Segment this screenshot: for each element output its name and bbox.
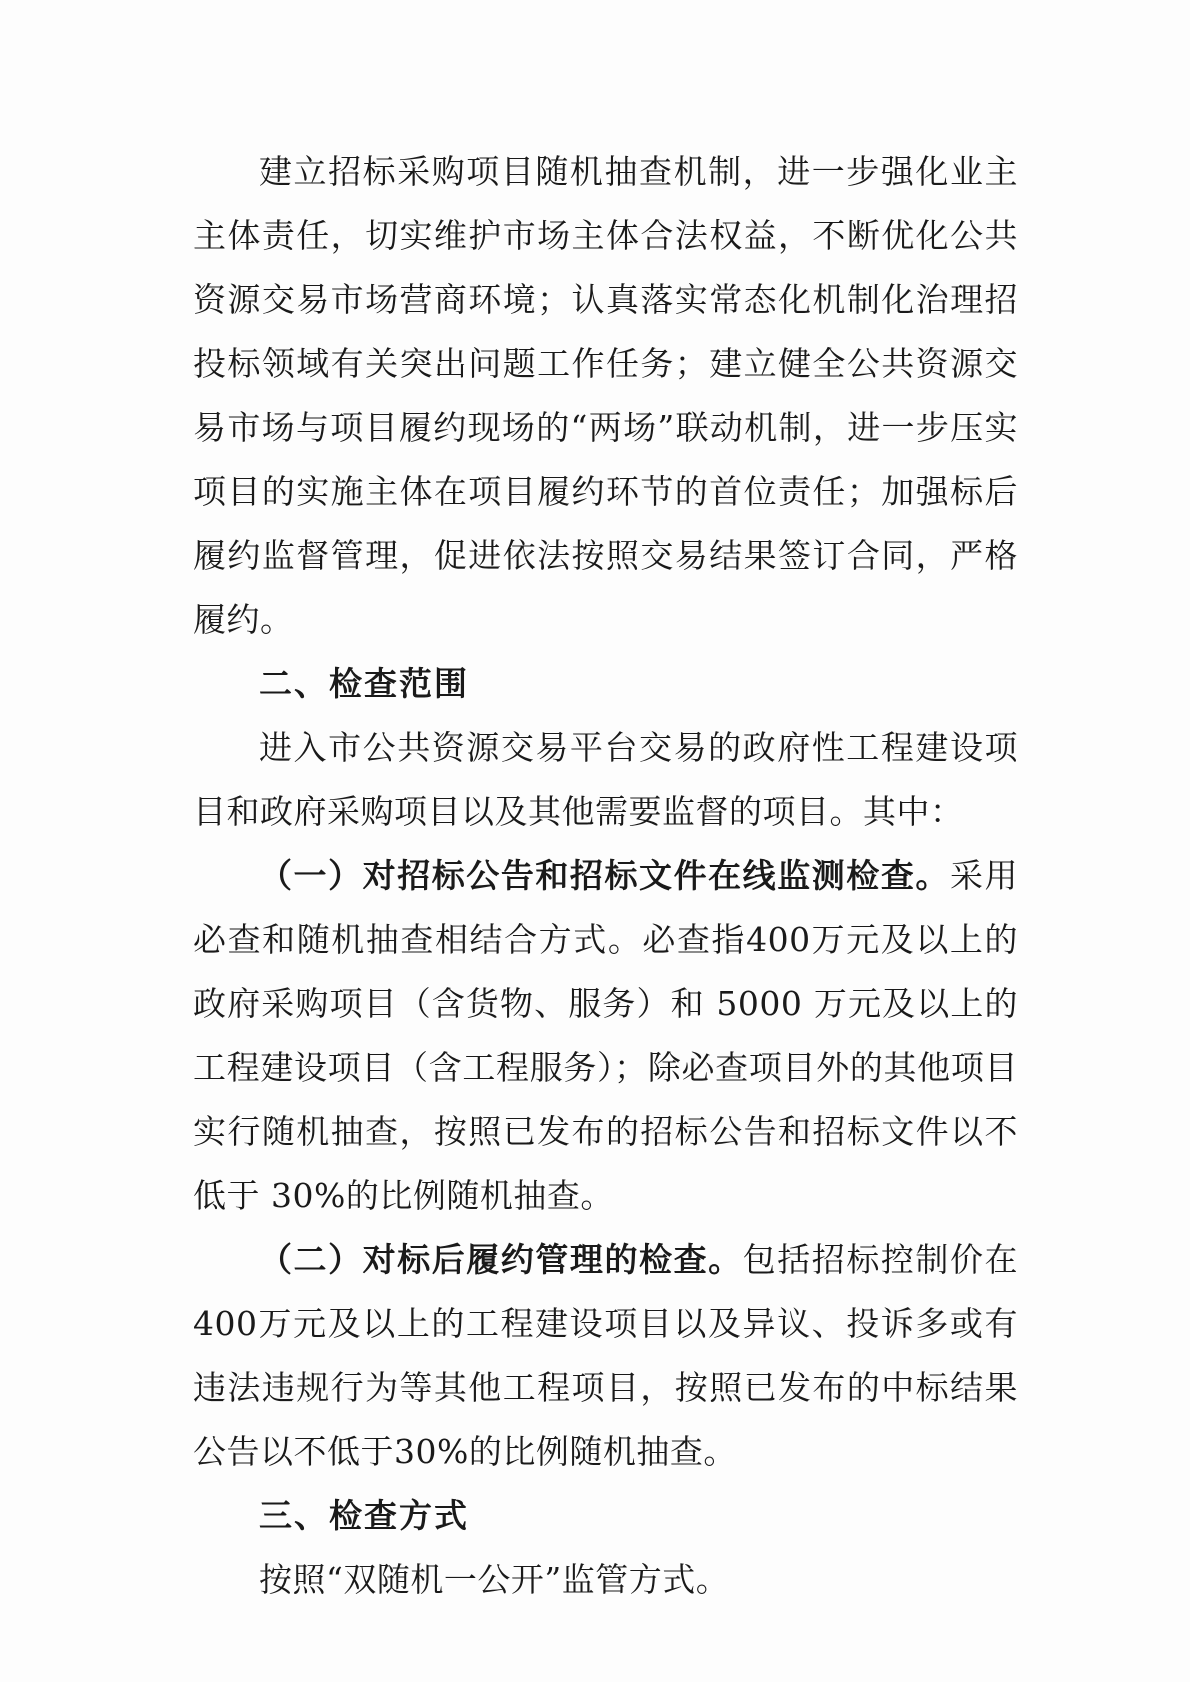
section-heading-scope [193, 652, 1018, 716]
paragraph-intro [193, 140, 1018, 652]
paragraph-method-text: 按照“双随机一公开”监管方式。 [259, 1560, 730, 1599]
section-heading-scope-text: 二、检查范围 [259, 664, 469, 703]
list-item-online-check-title: （一）对招标公告和招标文件在线监测检查。 [259, 856, 950, 895]
paragraph-scope [193, 716, 1018, 844]
paragraph-intro-text: 建立招标采购项目随机抽查机制，进一步强化业主主体责任，切实维护市场主体合法权益，不断优化公共资源交易市场营商环境；认真落实常态化机制化治理招投标领域有关突出问题工作任务；建立健全公共资源交易市场与项目履约现场的“两场”联动机制，进一步压实项目的实施主体在项目履约环节的首位责任；加强标后履约监督管理，促进依法按照交易结果签订合同，严格履约。 [193, 152, 1018, 639]
paragraph-scope-text: 进入市公共资源交易平台交易的政府性工程建设项目和政府采购项目以及其他需要监督的项目。其中： [193, 728, 1018, 831]
paragraph-method [193, 1548, 1018, 1612]
section-heading-method-text: 三、检查方式 [259, 1496, 469, 1535]
list-item-performance-check [193, 1228, 1018, 1484]
list-item-performance-check-body: 包括招标控制价在 400万元及以上的工程建设项目以及异议、投诉多或有违法违规行为等其他工程项目，按照已发布的中标结果公告以不低于30%的比例随机抽查。 [193, 1240, 1019, 1471]
list-item-online-check [193, 844, 1018, 1228]
document-body [193, 140, 1018, 1612]
list-item-online-check-body: 采用必查和随机抽查相结合方式。必查指400万元及以上的政府采购项目（含货物、服务）和 5000 万元及以上的工程建设项目（含工程服务）；除必查项目外的其他项目实行随机抽查，按照已发布的招标公告和招标文件以不低于 30%的比例随机抽查。 [193, 856, 1019, 1215]
list-item-performance-check-title: （二）对标后履约管理的检查。 [259, 1240, 743, 1279]
section-heading-method [193, 1484, 1018, 1548]
